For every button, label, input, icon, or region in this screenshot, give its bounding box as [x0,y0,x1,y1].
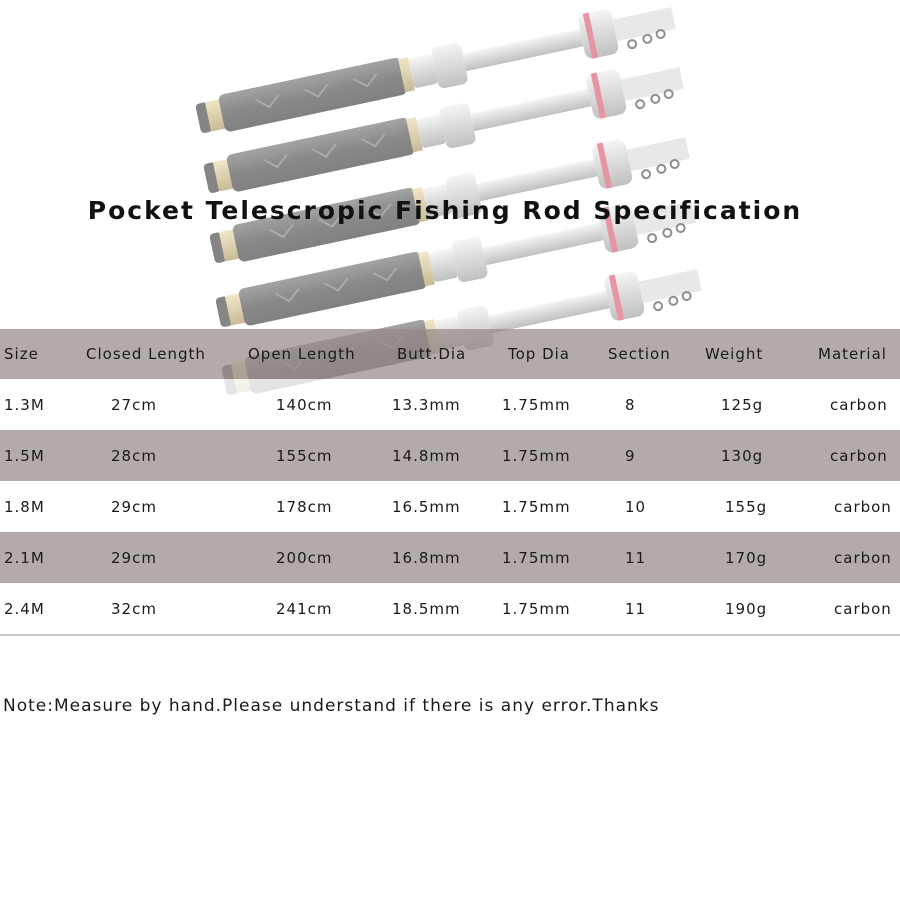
cell-section: 8 [625,395,636,414]
cell-butt-dia: 16.5mm [392,497,461,516]
cell-butt-dia: 18.5mm [392,599,461,618]
cell-size: 1.3M [4,395,45,414]
cell-closed-length: 32cm [111,599,157,618]
table-row [0,532,900,583]
cell-material: carbon [830,395,888,414]
cell-top-dia: 1.75mm [502,446,571,465]
header-closed-length: Closed Length [86,345,206,363]
table-row [0,430,900,481]
header-butt-dia: Butt.Dia [397,345,467,363]
cell-top-dia: 1.75mm [502,497,571,516]
cell-closed-length: 27cm [111,395,157,414]
table-header-row [0,329,900,379]
cell-closed-length: 29cm [111,497,157,516]
header-material: Material [818,345,887,363]
cell-top-dia: 1.75mm [502,599,571,618]
cell-section: 11 [625,599,647,618]
table-row [0,481,900,532]
page-title: Pocket Telescropic Fishing Rod Specification [87,196,803,225]
header-top-dia: Top Dia [508,345,570,363]
cell-weight: 190g [725,599,768,618]
spec-table [0,329,900,636]
cell-section: 10 [625,497,647,516]
cell-weight: 170g [725,548,768,567]
cell-closed-length: 29cm [111,548,157,567]
cell-size: 2.4M [4,599,45,618]
header-open-length: Open Length [248,345,356,363]
table-row [0,583,900,634]
cell-size: 2.1M [4,548,45,567]
header-section: Section [608,345,671,363]
cell-open-length: 155cm [276,446,333,465]
cell-material: carbon [830,446,888,465]
cell-open-length: 178cm [276,497,333,516]
cell-material: carbon [834,497,892,516]
cell-butt-dia: 14.8mm [392,446,461,465]
cell-top-dia: 1.75mm [502,395,571,414]
cell-open-length: 241cm [276,599,333,618]
cell-top-dia: 1.75mm [502,548,571,567]
cell-open-length: 200cm [276,548,333,567]
cell-section: 9 [625,446,636,465]
header-size: Size [4,345,39,363]
cell-section: 11 [625,548,647,567]
cell-weight: 155g [725,497,768,516]
table-row [0,379,900,430]
cell-material: carbon [834,599,892,618]
cell-butt-dia: 13.3mm [392,395,461,414]
cell-open-length: 140cm [276,395,333,414]
cell-material: carbon [834,548,892,567]
cell-butt-dia: 16.8mm [392,548,461,567]
cell-closed-length: 28cm [111,446,157,465]
cell-size: 1.5M [4,446,45,465]
header-weight: Weight [705,345,764,363]
cell-size: 1.8M [4,497,45,516]
cell-weight: 130g [721,446,764,465]
cell-weight: 125g [721,395,764,414]
disclaimer-note: Note:Measure by hand.Please understand if there is any error.Thanks [3,696,660,716]
